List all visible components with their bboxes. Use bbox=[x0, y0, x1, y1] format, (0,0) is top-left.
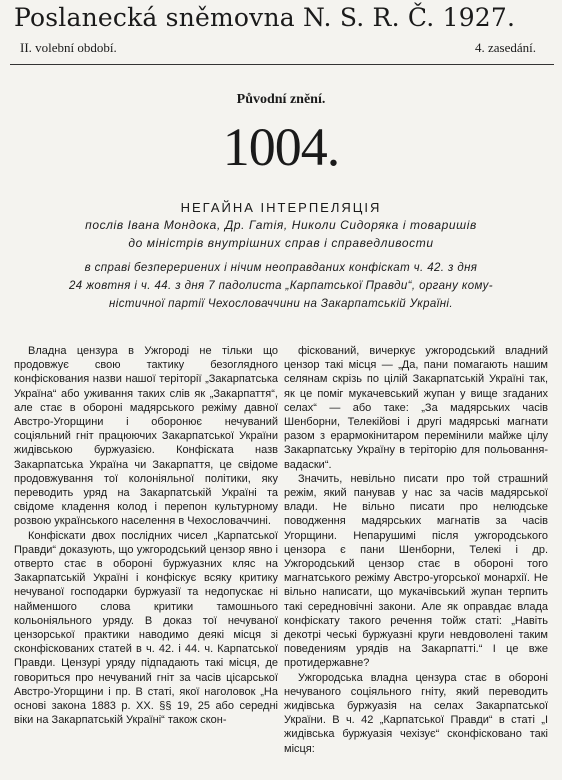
electoral-period: II. volební období. bbox=[20, 40, 117, 55]
paragraph: фіскований, вичеркує ужгородський владний цензор такі місця — „Да, пани помагають нашим селянам скрізь по цілій Закарпатській Україні так, як це поміг мукачевський жупан у вище згаданих селах“ — або таке: „За мадярських часів Шенборни, Телекійові і другі мадярські магнати разом з ерармокінитаром перемінили майже цілу Закарпатську Україну в теріторію для польовання-вадаски“. bbox=[284, 345, 548, 471]
interpellation-title: НЕГАЙНА ІНТЕРПЕЛЯЦІЯ bbox=[180, 200, 382, 215]
header-divider bbox=[10, 64, 554, 65]
paragraph: Ужгородська владна цензура стає в обороні нечуваного соціяльного гніту, який переводить жидівська буржуазія на селах Закарпатської України. В ч. 42 „Карпатської Правди“ в статі „І жидівська буржуазія чехізує“ сконфісковано такі місця: bbox=[284, 671, 548, 755]
interpellation-authors: послів Івана Мондока, Др. Гатія, Николи Сидоряка і товаришів bbox=[85, 218, 477, 232]
interpellation-subject-line-3: ністичної партії Чехословаччини на Закарпатській Україні. bbox=[109, 298, 453, 310]
original-text-label: Původní znění. bbox=[236, 92, 326, 107]
interpellation-subject-line-1: в справі безперериених і нічим неоправданих конфіскат ч. 42. з дня bbox=[84, 262, 478, 274]
body-column-right bbox=[284, 344, 548, 756]
interpellation-addressees: до міністрів внутрішних справ і справедливости bbox=[128, 236, 434, 250]
paragraph: Конфіскати двох послідних чисел „Карпатської Правди“ доказують, що ужгородський цензор явно і отверто стає в обороні буржуазних кляс на Закарпатській Україні і конфіскує всяку критику нечуваної господарки буржуазії та недопускає ні найменшого слова критики тамошнього кольоніяльного уряду. В доказ тої нечуваної цензорської практики наводимо деякі місця зі сконфіскованих статей в ч. 42. і 44. ч. Карпатської Правди. Цензурі уряду підпадають такі місця, де говориться про нечуваний гніт за часів цісарської Австро-Угорщини і пр. В статі, якої наголовок „На основі закона 1883 р. XX. §§ 19, 25 або середні віки на Закарпатській Україні“ також скон- bbox=[14, 529, 278, 727]
interpellation-subject-line-2: 24 жовтня і ч. 44. з дня 7 падолиста „Карпатської Правди“, органу кому- bbox=[68, 280, 494, 292]
body-column-left bbox=[14, 344, 278, 727]
paragraph: Значить, невільно писати про той страшний режім, який панував у нас за часів мадярської влади. Не вільно писати про нелюдське поводження мадярських магнатів за часів Угорщини. Непарушимі після ужгородського цензора є пани Шенборни, Телекі і др. Ужгородський цензор стає в обороні того магнатського режіму Австро-угорської монархії. Не вільно написати, що мукачівський жупан терпить такі середновічні закони. Але як оправдає влада конфіскату такого речення тойж статі: „Навіть декотрі чеські буржуазні круги невдоволені таким поведениям урядів на Закарпатті.“ І це вже протидержавне? bbox=[284, 472, 548, 670]
parliament-header-title: Poslanecká sněmovna N. S. R. Č. 1927. bbox=[14, 3, 516, 32]
session-number: 4. zasedání. bbox=[474, 40, 536, 55]
paragraph: Владна цензура в Ужгороді не тільки що продовжує свою тактику безоглядного конфіскования назви нашої теріторії „Закарпатська Україна“ або уживання таких слів як „Закарпаття“, але стає в обороні мадярського режіму давної Австро-Угорщини і оборонює нечуваний соціяльний гніт працюючих Закарпатської України жидівською буржуазією. Конфіската назв Закарпатська Україна чи Закарпаття, це свідоме продовжування тої колоніяльної політики, яку переводить уряд на Закарпатській Україні та свідоме кладення колод і перепон культурному розвою українського населення в Чехословаччині. bbox=[14, 345, 278, 528]
document-number: 1004. bbox=[222, 117, 340, 177]
